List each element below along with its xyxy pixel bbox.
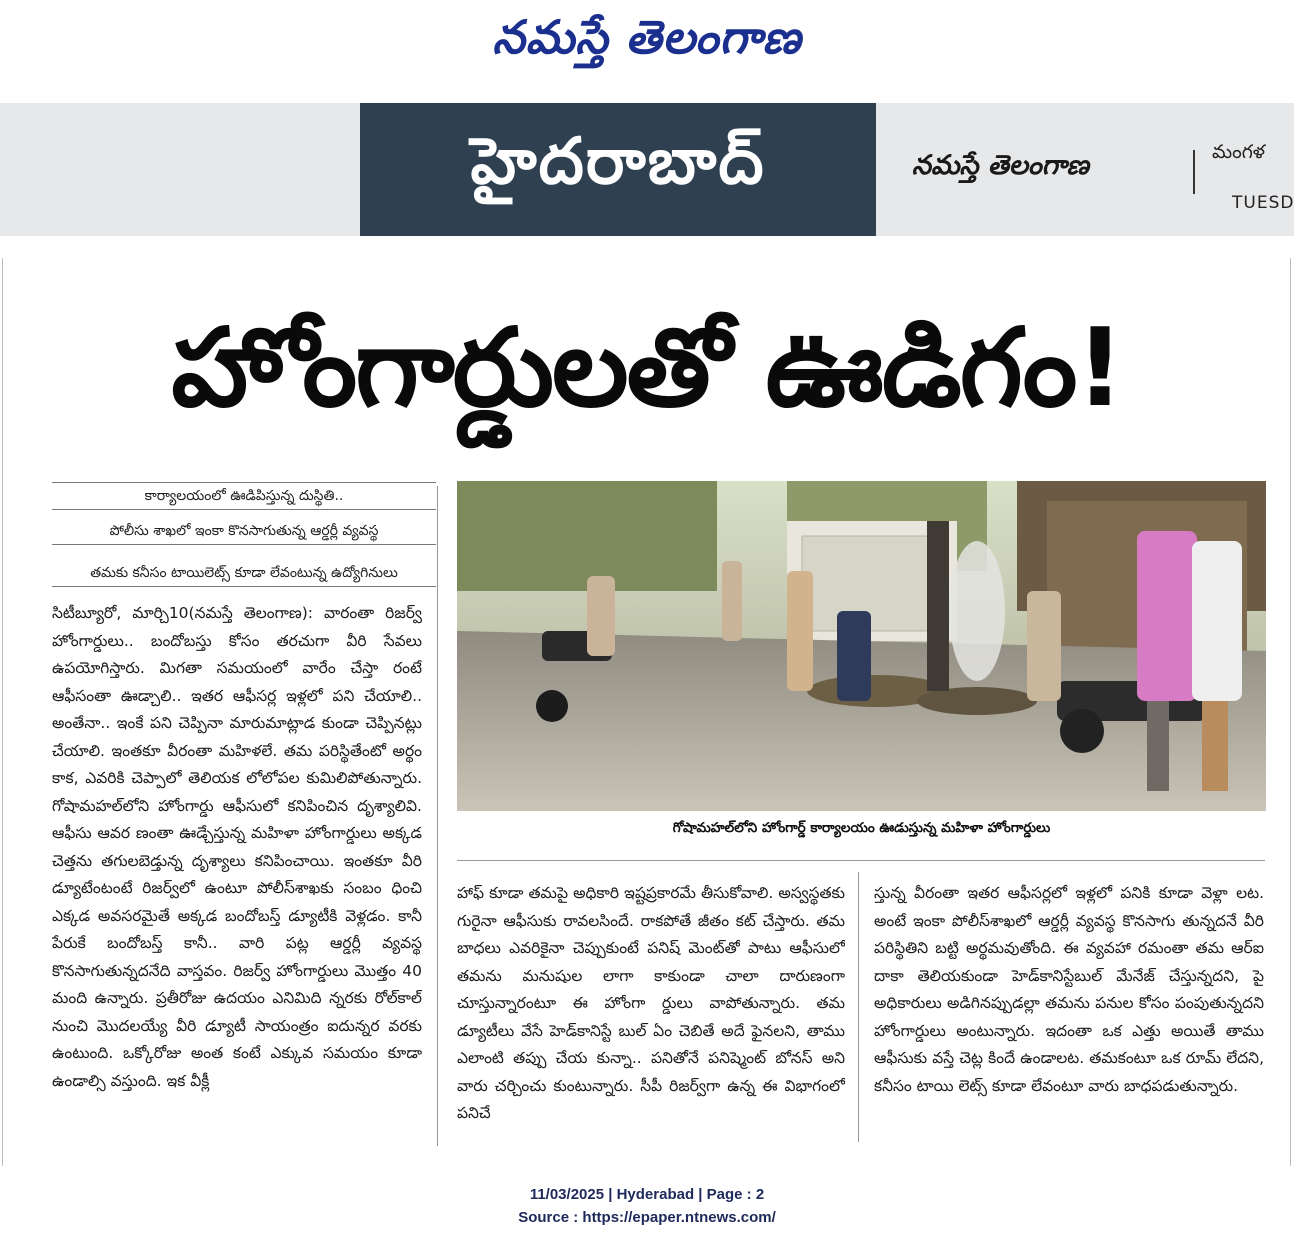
footer-source-line: Source : https://epaper.ntnews.com/ (518, 1209, 776, 1226)
column-rule-2 (858, 872, 859, 1142)
column-rule-1 (437, 486, 438, 1146)
photo-bottom-rule (457, 860, 1265, 861)
band-logo: నమస్తే తెలంగాణ (912, 150, 1089, 181)
article-column-2: హాఫ్ కూడా తమపై అధికారి ఇష్టప్రకారమే తీసుకోవాలి. అస్వస్థతకు గురైనా ఆఫీసుకు రావలసిందే. రాకపోతే జీతం కట్ చేస్తారు. తమ బాధలు ఎవరికైనా చెప్పుకుంటే పనిష్ మెంట్‌తో పాటు ఆఫీసులో తమను మనుషుల లాగా కాకుండా చాలా దారుణంగా చూస్తున్నారంటూ ఈ హోంగా ర్డులు వాపోతున్నారు. తమ డ్యూటీలు వేసే హెడ్‌కానిస్టే బుల్ ఏం చెబితే అదే ఫైనలని, తాము ఎలాంటి తప్పు చేయ కున్నా.. పనితోనే పనిష్మెంట్ బోనస్ అని వారు చర్చించు కుంటున్నారు. సీపీ రిజర్వ్‌గా ఉన్న ఈ విభాగంలో పనిచే (457, 884, 845, 1122)
subhead-2: పోలీసు శాఖలో ఇంకా కొనసాగుతున్న ఆర్డర్లీ వ్యవస్థ (52, 518, 436, 545)
subhead-3: తమకు కనీసం టాయిలెట్స్ కూడా లేవంటున్న ఉద్యోగినులు (52, 560, 436, 587)
article-photo (457, 481, 1266, 811)
band-date: TUESD (1232, 193, 1294, 213)
subhead-1: కార్యాలయంలో ఊడిపిస్తున్న దుస్థితి.. (52, 482, 436, 510)
article-column-1: సిటీబ్యూరో, మార్చి10(నమస్తే తెలంగాణ): వారంతా రిజర్వ్ హోంగార్డులు.. బందోబస్తు కోసం తరచుగా వీరి సేవలు ఉపయోగిస్తారు. మిగతా సమయంలో వారేం చేస్తా రంటే ఆఫీసంతా ఊడ్చాలి.. ఇతర ఆఫీసర్ల ఇళ్లలో పని చేయాలి.. అంతేనా.. ఇంకే పని చెప్పినా మారుమాట్లాడ కుండా చెప్పినట్లు చేయాలి. ఇంతకూ వీరంతా మహిళలే. తమ పరిస్థితేంటో అర్థం కాక, ఎవరికి చెప్పాలో తెలియక లోలోపల కుమిలిపోతున్నారు. గోషామహల్‌లోని హోంగార్డు ఆఫీసులో కనిపించిన దృశ్యాలివి. ఆఫీసు ఆవర ణంతా ఊడ్చేస్తున్న మహిళా హోంగార్డులు అక్కడ చెత్తను తగులబెడ్తున్న దృశ్యాలు కనిపించాయి. ఇంతకూ వీరి డ్యూటేంటంటే రిజర్వ్‌లో ఉంటూ పోలీస్‌శాఖకు సంబం ధించి ఎక్కడ అవసరమైతే అక్కడ బందోబస్త్ డ్యూటీకి వెళ్లడం. కానీ పేరుకే బందోబస్త్ కానీ.. వారి పట్ల ఆర్డర్లీ వ్యవస్థ కొనసాగుతున్నదనేది వాస్తవం. రిజర్వ్ హోంగార్డులు మొత్తం 40 మంది ఉన్నారు. ప్రతీరోజు ఉదయం ఎనిమిది న్నరకు రోల్‌కాల్ నుంచి మొదలయ్యే వీరి డ్యూటీ సాయంత్రం ఐదున్నర వరకు ఉంటుంది. ఒక్కోరోజు అంత కంటే ఎక్కువ సమయం కూడా ఉండాల్సి వస్తుంది. ఇక వీక్లీ (52, 604, 422, 1090)
band-separator (1193, 150, 1195, 194)
city-section-box (360, 103, 876, 236)
article-column-3: స్తున్న వీరంతా ఇతర ఆఫీసర్లలో ఇళ్లలో పనికి కూడా వెళ్లా లట. అంటే ఇంకా పోలీస్‌శాఖలో ఆర్డర్లీ వ్యవస్థ కొనసాగు తున్నదనే వీరి పరిస్థితిని బట్టి అర్థమవుతోంది. ఈ వ్యవహా రమంతా తమ ఆర్‌ఐ దాకా తెలియకుండా హెడ్‌కానిస్టేబుల్ మేనేజ్ చేస్తున్నదని, పై అధికారులు అడిగినప్పుడల్లా తమను పనుల కోసం పంపుతున్నదని హోంగార్డులు అంటున్నారు. ఇదంతా ఒక ఎత్తు అయితే తాము ఆఫీసుకు వస్తే చెట్ల కిందే ఉండాలట. తమకంటూ ఒక రూమ్ లేదని, కనీసం టాయి లెట్స్ కూడా లేవంటూ వారు బాధపడుతున్నారు. (874, 884, 1264, 1095)
band-day: మంగళ (1212, 141, 1266, 163)
city-section-title: హైదరాబాద్ (470, 125, 766, 199)
article-headline: హోంగార్డులతో ఊడిగం! (171, 306, 1123, 431)
masthead-logo: నమస్తే తెలంగాణ (492, 10, 802, 64)
footer-date-line: 11/03/2025 | Hyderabad | Page : 2 (529, 1186, 765, 1203)
photo-caption: గోషామహల్‌లోని హోంగార్డ్ కార్యాలయం ఊడుస్తున్న మహిళా హోంగార్డులు (672, 820, 1051, 836)
photo-illustration (457, 481, 1266, 811)
